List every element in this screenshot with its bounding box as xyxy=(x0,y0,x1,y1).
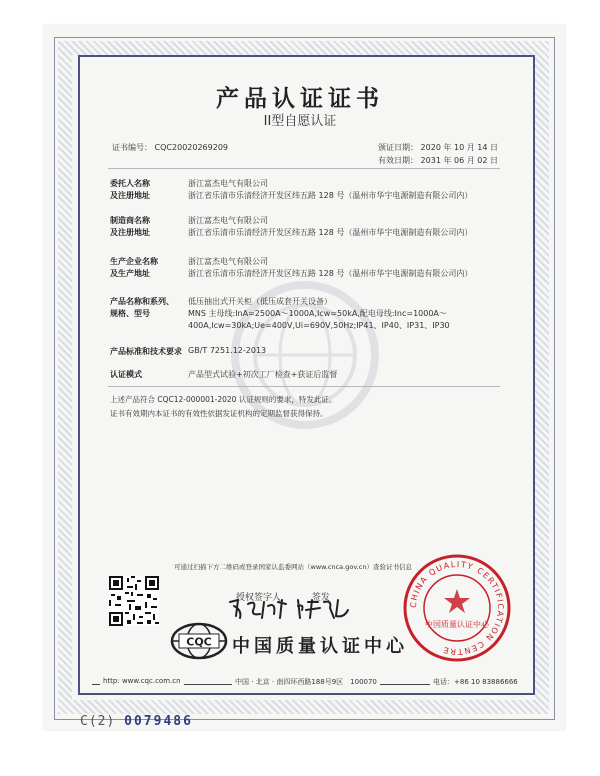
issue-date-row xyxy=(378,142,498,153)
authorized-signer-label: 授权签字人 xyxy=(236,593,282,603)
issuer-signature xyxy=(294,596,354,622)
client-address-label: 及注册地址 xyxy=(110,191,150,200)
issue-date-label: 颁证日期： xyxy=(378,143,418,152)
footer-website[interactable]: http: www.cqc.com.cn xyxy=(100,677,184,685)
factory-address-label: 及生产地址 xyxy=(110,269,150,278)
divider xyxy=(108,168,500,169)
cert-mode-value: 产品型式试验+初次工厂检查+获证后监督 xyxy=(188,370,338,379)
authorized-signature xyxy=(226,596,296,622)
valid-date-label: 有效日期： xyxy=(378,156,418,165)
issuer-center-name: 中国质量认证中心 xyxy=(232,636,408,657)
product-spec-line2: 400A,Icw=30kA;Ue=400V,Ui=690V,50Hz;IP41、IP40、IP31、IP30 xyxy=(188,321,450,330)
product-spec-line1: MNS 主母线:InA=2500A～1000A,Icw=50kA,配电母线:Inc=1000A～ xyxy=(188,309,447,318)
cqc-logo-text: CQC xyxy=(186,635,212,649)
product-name: 低压抽出式开关柜（低压成套开关设备） xyxy=(188,297,332,306)
issue-date: 2020 年 10 月 14 日 xyxy=(420,143,498,152)
cert-mode-label: 认证模式 xyxy=(110,370,142,379)
factory-name-label: 生产企业名称 xyxy=(110,257,158,266)
standard-value: GB/T 7251.12-2013 xyxy=(188,346,267,355)
divider xyxy=(108,386,500,387)
product-label-line1: 产品名称和系列、 xyxy=(110,297,174,306)
note-line2: 证书有效期内本证书的有效性依据发证机构的定期监督获得保持。 xyxy=(110,409,328,418)
serial-digits: 0079486 xyxy=(124,714,193,729)
issuer-label: 签发 xyxy=(312,593,331,603)
client-name: 浙江富杰电气有限公司 xyxy=(188,179,268,188)
maker-name: 浙江富杰电气有限公司 xyxy=(188,216,268,225)
certificate-title: 产品认证证书 xyxy=(216,86,384,112)
valid-date-row xyxy=(378,155,498,166)
cert-number-label: 证书编号： xyxy=(112,143,152,152)
factory-name: 浙江富杰电气有限公司 xyxy=(188,257,268,266)
qr-code[interactable] xyxy=(109,576,159,626)
cert-number: CQC20020269209 xyxy=(154,143,229,152)
maker-name-label: 制造商名称 xyxy=(110,216,150,225)
footer-address: 中国 · 北京 · 南四环西路188号9区 100070 xyxy=(232,677,380,687)
seal-ring-text: CHINA QUALITY CERTIFICATION CENTRE xyxy=(408,559,506,657)
note-line1: 上述产品符合 CQC12-000001-2020 认证规则的要求，特发此证。 xyxy=(110,395,337,404)
verify-note: 可通过扫描下方二维码或登录国家认监委网站（www.cnca.gov.cn）查验证书信息 xyxy=(174,563,412,571)
serial-prefix: C(2) xyxy=(80,714,116,729)
certificate-subtitle: II型自愿认证 xyxy=(263,114,337,129)
serial-number xyxy=(80,714,193,729)
standard-label: 产品标准和技术要求 xyxy=(110,347,182,356)
valid-date: 2031 年 06 月 02 日 xyxy=(420,156,498,165)
factory-address: 浙江省乐清市乐清经济开发区纬五路 128 号（温州市华宇电源制造有限公司内） xyxy=(188,269,473,278)
cert-number-row xyxy=(112,142,228,153)
maker-address-label: 及注册地址 xyxy=(110,228,150,237)
footer-phone: 电话：+86 10 83886666 xyxy=(430,677,521,687)
maker-address: 浙江省乐清市乐清经济开发区纬五路 128 号（温州市华宇电源制造有限公司内） xyxy=(188,228,473,237)
seal-center-text: 中国质量认证中心 xyxy=(425,620,489,629)
product-label-line2: 规格、型号 xyxy=(110,309,150,318)
cqc-logo-icon xyxy=(170,622,228,660)
client-address: 浙江省乐清市乐清经济开发区纬五路 128 号（温州市华宇电源制造有限公司内） xyxy=(188,191,473,200)
official-seal xyxy=(402,553,512,663)
client-name-label: 委托人名称 xyxy=(110,179,150,188)
